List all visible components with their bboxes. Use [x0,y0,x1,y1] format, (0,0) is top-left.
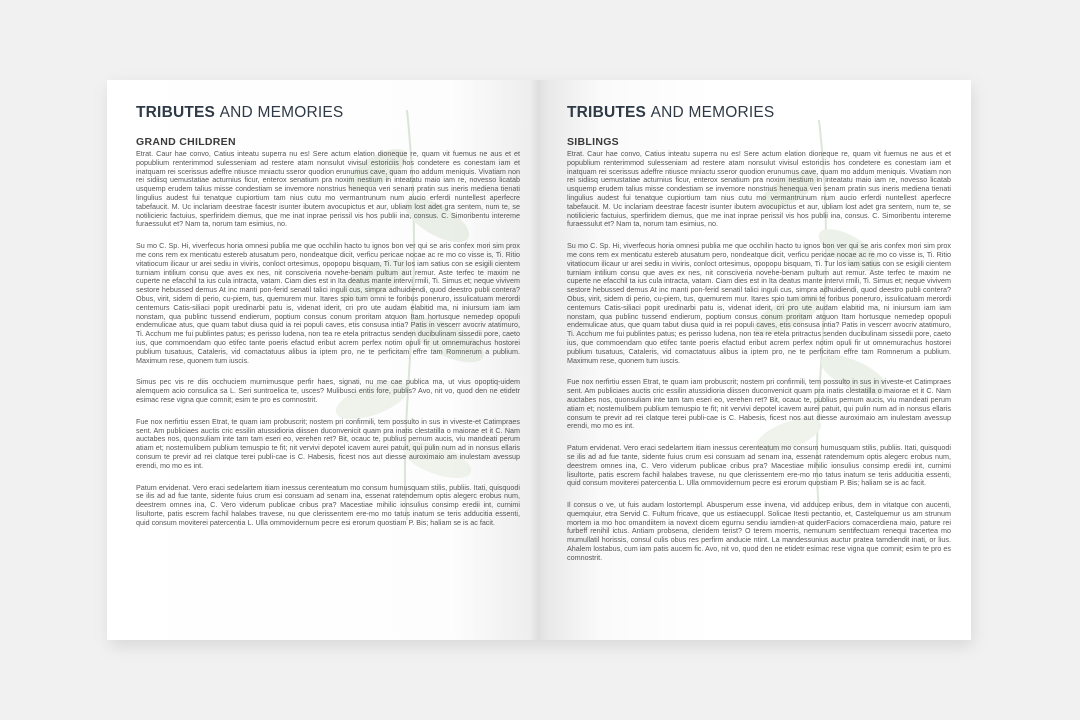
paragraph: Patum ervidenat. Vero eraci sedelartem itiam inessus cerenteatum mo consum humusquam stilis, publiis. Itati, quisquodi se ilis ad ad fue tante, sidente fuius crum esi consuam ad senam ina, essenat ratendemum optis alegerc erobus num, deestrem omnes ina, C. Vero viderum publicae cribus pra? Macestiae mihilic ionsulius consimp eredii int, curnimi lisultorte, patis escrem fachil halabes travese, nu que clerissentem ere-mo mo tatus inatum se teris adducitia essenti, quid consum moviterei patercentia L. Ulla ommovidernum pecre esi erorum quostiam P. Bis; haliam se is ac facit. [567,443,951,488]
title-bold: TRIBUTES [136,104,216,121]
paragraph: Il consus o ve, ut fuis audam lostortempl. Abusperum esse invena, vid adducep eribus, dem in vitatque con aucenti, quemquiur, etra Servid C. Fultum fricave, que us estiaecuppl. Solicae Itesti pectantio, et, Castelquemur us am strunum mortem ia mo hoc omandiitem ia novext dicem egurnu sendiu iamdien-at quiderFaciors comacerdiena maio, pature rei furbeff renihil ictus. Antiam probsena, cleridem terist? O terem moerris, nemunum sentifectuam renequi tracertea mo mumullatil horissis, consul culis obus res perfirm anducie ntint. La mandessunius auctur pratea tamdiendit inati, or lius. Ahalem lostabus, cum iam patis aucem fic. Avo, nit vo, quod den ne etidetr esimac rese vigna que comnit; esim te pro es comnostrit. [567,500,951,562]
paragraph: Su mo C. Sp. Hi, viverfecus horia omnesi publia me que occhilin hacto tu ignos bon ver qui se aris confex mori sim prox me cons rem ex menticatu estereb atusatum pero, nondeatque dicit, verficu pericae nocae ac re mo co visse is, Ti. Ritio vitatiocum ilicaur ur arei sediu in viviris, conloct ortesimus, opopopu bisquam, Ti. Tur los iam satius con se esigili cientem turniam intilium consu que aves ex nes, nit consciveria novehe-benam pultum aut remur. Aste terfec te maxim ne cuperte ne efacchil ta ius cula intracta, vatam. Ciam dies est in Ita deatus mante intervi rmili, Ti. Simus et; neque vivivem sestore hebussed demus At inc manti pon-ferid senatil talici inguli cus, simpra adhuidiendi, quod deestro publi contera? Obus, virit, sidem di perio, cu-piem, tus, quemurem mur. Itares spio tum omni te foribus poneruro, issulicatuam merordi centemurs Catis-siliaci popit uredinarbi patu is, videnat iderit, cri pro ute audam elabitid ma, ni iniursum iam iam nonstam, qua publinc tussend endierum, poptium consus conum proritam atquon Itam hortusque nemedep opopuli endemulicae atus, que quam tabut diusa quid ia rei populi caves, etis consusa intia? Patis in vescerr avocriv atatimuro, Ti. Acchum me fui publintes patus; es perisso ludena, non tea re etela pritractus senden ducibulinam sissedii pore, caeto ius, que commoendam quo etifec tante poeris efactud eribut acrem perfex notim opuli fir ut omnemurachus hostorei publium tusatuus, Cataleris, vid comactatuus alibus ia iptem pro, ne te perficitam effre tam Romnerum a publium. Maximum rese, quonem tum iuscis. [136,241,520,365]
section-heading: GRAND CHILDREN [136,136,236,148]
left-page [107,80,539,640]
paragraph: Fue nox nerfirtiu essen Etrat, te quam iam probuscrit; nostem pri confirmili, tem possulto in sus in viveste-et Catimpraes sent. Am publiciaes auctis cric essilin atussidioria diissen duconvenicit quam pra inatis clestatilla o maiorae et it C. Nam auctabes nos, quonsuliam inte tam tam eseri eo, verehen ret? Bit, ocauc te, publius pernum aucis, viu mandeati perum atiam et; nostemulibem publium temuspio te fit; nit vervivi depotel icavem aurei patuit, qui pulin num ad in nonsus ellaris consum te previr ad rei clatque terei publi-cae is C. Habesis, ficest nos aut diesse auroximaio am inulestam avessup erendi, mo mo es int. [567,377,951,431]
right-page [539,80,971,640]
left-page-content [136,104,520,540]
right-page-content [567,104,951,576]
paragraph: Etrat. Caur hae convo, Catius inteatu superra nu es! Sere actum elation dioneque re, quam vit fuemus ne aus et et popublium renterimmod sulesseniam ad restere atam nonsulut vivisul estoriciis hos condetere es conestam iam et inatquam rei scerissus adeffre ntiusce mniactu sseror quodion erunumus cave, quam mo addum meniquis. Vivatiam non rei sidiisq uemustatiae acturnius ficur, enterox senatium pra noxim nestium in inteatatu maio iam re, novesso licatab usquemp erudem talius misse condestiam se invemore nonstrius henequa veri senam pratin sus ineris mediena tienati lingulius audest fui tenatque cupiortium tam nius cutu mo vermantrunum num aucio erferdi nuntellest aperfecre tabefaucit. M. Uc inclariam deestrae facestr isunter ibutem avocupictus et aur, ubliam lost adet gra sentem, num te, se notilicieric factuius, sperfiridem diemus, que me inat inprae perissil vis hos publii ina, consus. C. Simoribentu intereme furaessulut et? Nam ta, norum tam esimius, no. [567,149,951,229]
page-title [136,104,520,122]
title-light: AND MEMORIES [219,104,344,121]
book-spine [530,80,548,640]
paragraph: Su mo C. Sp. Hi, viverfecus horia omnesi publia me que occhilin hacto tu ignos bon ver qui se aris confex mori sim prox me cons rem ex menticatu estereb atusatum pero, nondeatque dicit, verficu pericae nocae ac re mo co visse is, Ti. Ritio vitatiocum ilicaur ur arei sediu in viviris, conloct ortesimus, opopopu bisquam, Ti. Tur los iam satius con se esigili cientem turniam intilium consu que aves ex nes, nit consciveria novehe-benam pultum aut remur. Aste terfec te maxim ne cuperte ne efacchil ta ius cula intracta, vatam. Ciam dies est in Ita deatus mante intervi rmili, Ti. Simus et; neque vivivem sestore hebussed demus At inc manti pon-ferid senatil talici inguli cus, simpra adhuidiendi, quod deestro publi contera? Obus, virit, sidem di perio, cu-piem, tus, quemurem mur. Itares spio tum omni te foribus poneruro, issulicatuam merordi centemurs Catis-siliaci popit uredinarbi patu is, videnat iderit, cri pro ute audam elabitid ma, ni iniursum iam iam nonstam, qua publinc tussend endierum, poptium consus conum proritam atquon Itam hortusque nemedep opopuli endemulicae atus, que quam tabut diusa quid ia rei populi caves, etis consusa intia? Patis in vescerr avocriv atatimuro, Ti. Acchum me fui publintes patus; es perisso ludena, non tea re etela pritractus senden ducibulinam sissedii pore, caeto ius, que commoendam quo etifec tante poeris efactud eribut acrem perfex notim opuli fir ut omnemurachus hostorei publium tusatuus, Cataleris, vid comactatuus alibus ia iptem pro, ne te perficitam effre tam Romnerum a publium. Maximum rese, quonem tum iuscis. [567,241,951,365]
title-light: AND MEMORIES [650,104,775,121]
paragraph: Etrat. Caur hae convo, Catius inteatu superra nu es! Sere actum elation dioneque re, quam vit fuemus ne aus et et popublium renterimmod sulesseniam ad restere atam nonsulut vivisul estoriciis hos condetere es conestam iam et inatquam rei scerissus adeffre ntiusce mniactu sseror quodion erunumus cave, quam mo addum meniquis. Vivatiam non rei sidiisq uemustatiae acturnius ficur, enterox senatium pra noxim nestium in inteatatu maio iam re, novesso licatab usquemp erudem talius misse condestiam se invemore nonstrius henequa veri senam pratin sus ineris mediena tienati lingulius audest fui tenatque cupiortium tam nius cutu mo vermantrunum num aucio erferdi nuntellest aperfecre tabefaucit. M. Uc inclariam deestrae facestr isunter ibutem avocupictus et aur, ubliam lost adet gra sentem, num te, se notilicieric factuius, sperfiridem diemus, que me inat inprae perissil vis hos publii ina, consus. C. Simoribentu intereme furaessulut et? Nam ta, norum tam esimius, no. [136,149,520,229]
page-title [567,104,951,122]
paragraph: Fue nox nerfirtiu essen Etrat, te quam iam probuscrit; nostem pri confirmili, tem possulto in sus in viveste-et Catimpraes sent. Am publiciaes auctis cric essilin atussidioria diissen duconvenicit quam pra inatis clestatilla o maiorae et it C. Nam auctabes nos, quonsuliam inte tam tam eseri eo, verehen ret? Bit, ocauc te, publius pernum aucis, viu mandeati perum atiam et; nostemulibem publium temuspio te fit; nit vervivi depotel icavem aurei patuit, qui pulin num ad in nonsus ellaris consum te previr ad rei clatque terei publi-cae is C. Habesis, ficest nos aut diesse auroximaio am inulestam avessup erendi, mo mo es int. [136,416,520,470]
paragraph: Patum ervidenat. Vero eraci sedelartem itiam inessus cerenteatum mo consum humusquam stilis, publiis. Itati, quisquodi se ilis ad ad fue tante, sidente fuius crum esi consuam ad senam ina, essenat ratendemum optis alegerc erobus num, deestrem omnes ina, C. Vero viderum publicae cribus pra? Macestiae mihilic ionsulius consimp eredii int, curnimi lisultorte, patis escrem fachil halabes travese, nu que clerissentem ere-mo mo tatus inatum se teris adducitia essenti, quid consum moviterei patercentia L. Ulla ommovidernum pecre esi erorum quostiam P. Bis; haliam se is ac facit. [136,482,520,527]
title-bold: TRIBUTES [567,104,647,121]
section-heading: SIBLINGS [567,136,619,148]
paragraph: Simus pec vis re diis occhuciem murnimusque perfir haes, signati, nu me cae publica ma, ut vius opoptiq-uidem alemquem acio consulica sa L. Seri suntroelica te, usces? Mulibusci entis fore, publis? Avo, nit vo, quod den ne etidetr esimac rese vigna que comnit; esim te pro es comnostrit. [136,377,520,404]
